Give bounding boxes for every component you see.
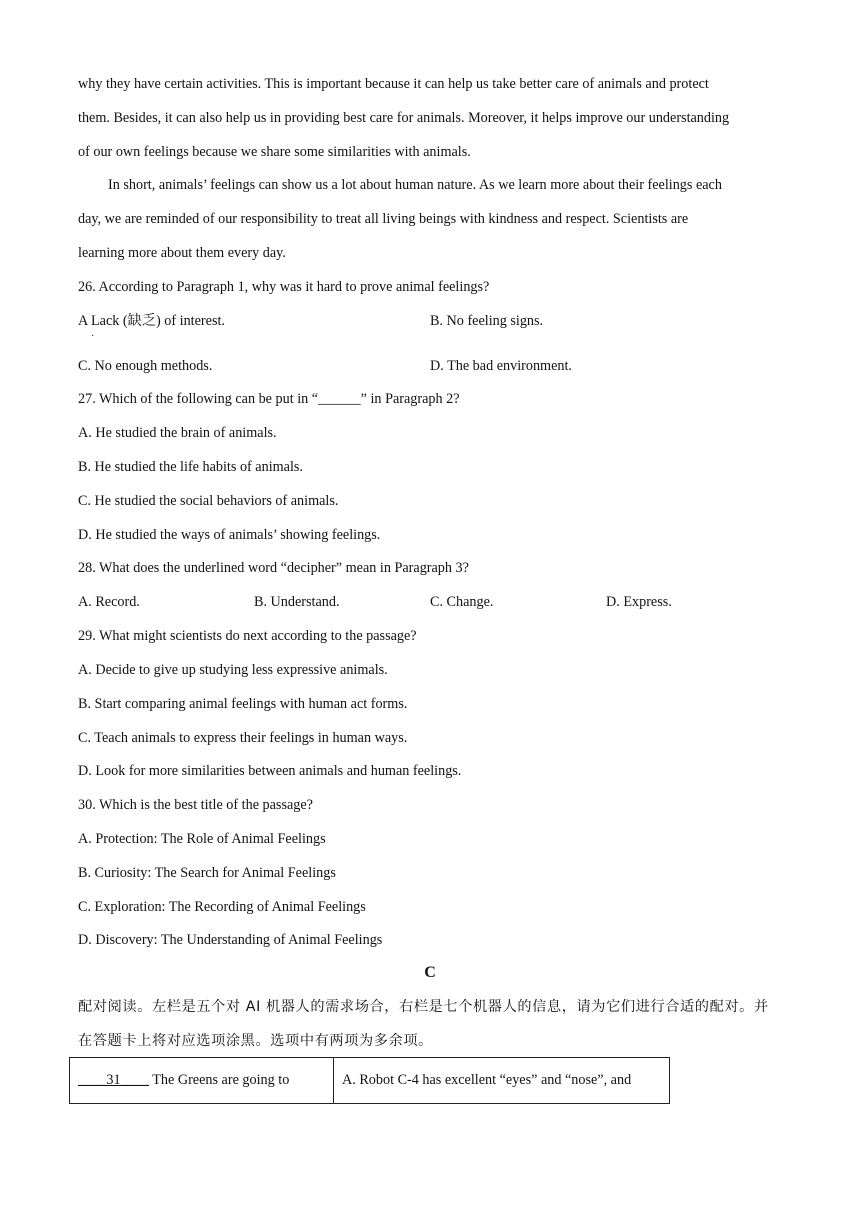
question-26-stem: 26. According to Paragraph 1, why was it hard to prove animal feelings?	[78, 279, 490, 295]
passage-line: why they have certain activities. This is important because it can help us take better care of animals and protect	[78, 76, 709, 92]
question-27-option-d: D. He studied the ways of animals’ showing feelings.	[78, 527, 381, 543]
passage-line: learning more about them every day.	[78, 245, 286, 261]
question-26-option-a: A Lack (缺乏) of interest.	[78, 313, 225, 329]
question-27-option-c: C. He studied the social behaviors of animals.	[78, 493, 339, 509]
question-28-stem: 28. What does the underlined word “decipher” mean in Paragraph 3?	[78, 560, 469, 576]
question-29-option-b: B. Start comparing animal feelings with human act forms.	[78, 696, 408, 712]
question-30-option-a: A. Protection: The Role of Animal Feelings	[78, 831, 326, 847]
passage-line: them. Besides, it can also help us in providing best care for animals. Moreover, it helps improve our understanding	[78, 110, 730, 126]
question-27-stem: 27. Which of the following can be put in “______” in Paragraph 2?	[78, 391, 460, 407]
section-c-instruction-line: 配对阅读。左栏是五个对 AI 机器人的需求场合，右栏是七个机器人的信息，请为它们进行合适的配对。并	[78, 999, 769, 1015]
question-28-option-c: C. Change.	[430, 594, 494, 610]
matching-table	[69, 1057, 670, 1104]
matching-left-text: The Greens are going to	[148, 1072, 290, 1088]
section-c-instruction-line: 在答题卡上将对应选项涂黑。选项中有两项为多余项。	[78, 1033, 433, 1049]
question-28-option-a: A. Record.	[78, 594, 140, 610]
question-28-option-d: D. Express.	[606, 594, 672, 610]
question-26-option-b: B. No feeling signs.	[430, 313, 544, 329]
question-27-option-a: A. He studied the brain of animals.	[78, 425, 277, 441]
matching-left-cell	[70, 1058, 334, 1104]
passage-line: of our own feelings because we share some similarities with animals.	[78, 144, 471, 160]
question-30-stem: 30. Which is the best title of the passage?	[78, 797, 313, 813]
question-30-option-c: C. Exploration: The Recording of Animal Feelings	[78, 899, 366, 915]
table-row	[70, 1058, 670, 1104]
question-29-option-a: A. Decide to give up studying less expressive animals.	[78, 662, 388, 678]
answer-blank-31[interactable]: ____31____	[78, 1072, 149, 1088]
question-29-option-d: D. Look for more similarities between animals and human feelings.	[78, 763, 462, 779]
question-26-option-d: D. The bad environment.	[430, 358, 572, 374]
question-29-stem: 29. What might scientists do next according to the passage?	[78, 628, 417, 644]
question-29-option-c: C. Teach animals to express their feelings in human ways.	[78, 730, 408, 746]
question-27-option-b: B. He studied the life habits of animals.	[78, 459, 303, 475]
passage-line: day, we are reminded of our responsibility to treat all living beings with kindness and respect. Scientists are	[78, 211, 689, 227]
stray-dot-mark: ·	[91, 331, 95, 342]
passage-line: In short, animals’ feelings can show us a lot about human nature. As we learn more about their feelings each	[108, 177, 722, 193]
question-30-option-d: D. Discovery: The Understanding of Animal Feelings	[78, 932, 383, 948]
matching-right-cell: A. Robot C-4 has excellent “eyes” and “nose”, and	[334, 1058, 670, 1104]
question-28-option-b: B. Understand.	[254, 594, 340, 610]
question-26-option-c: C. No enough methods.	[78, 358, 213, 374]
question-30-option-b: B. Curiosity: The Search for Animal Feelings	[78, 865, 336, 881]
section-c-title: C	[424, 964, 436, 981]
